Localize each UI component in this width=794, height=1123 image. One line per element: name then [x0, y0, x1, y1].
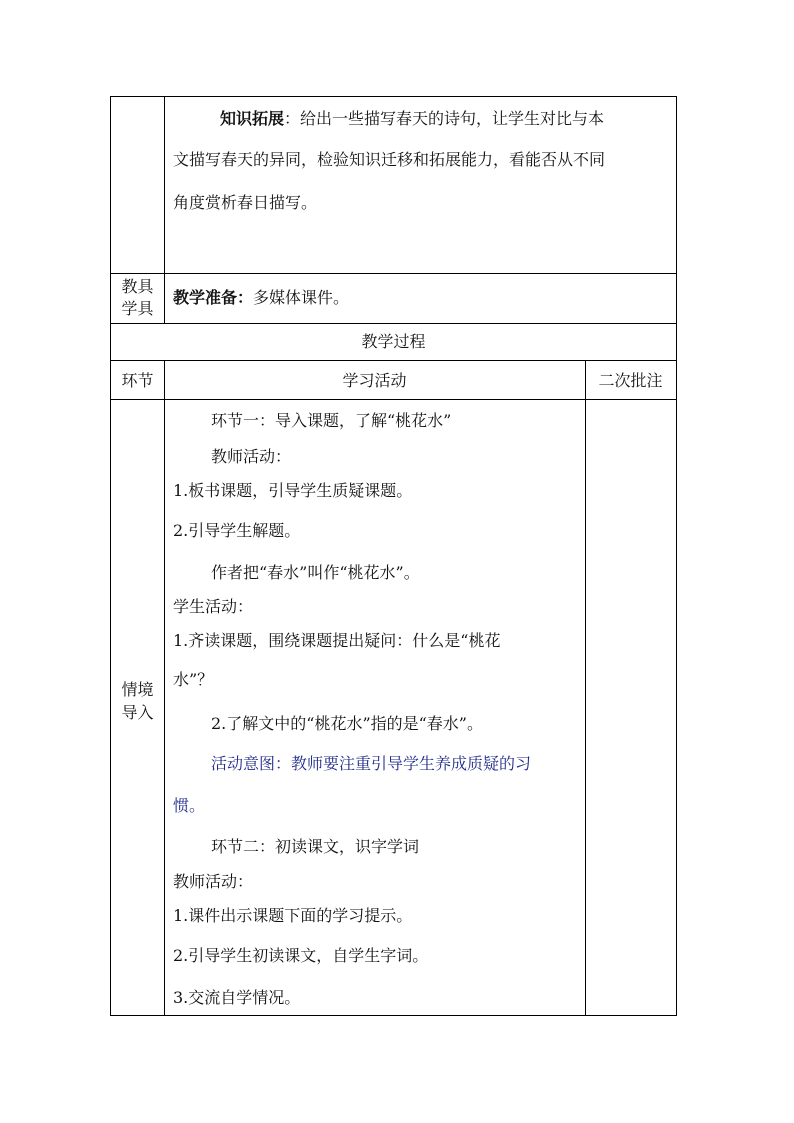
- activity-line: 1.课件出示课题下面的学习提示。: [173, 906, 413, 925]
- materials-label-line-2: 学具: [121, 299, 154, 318]
- intro-label-line-1: 情境: [121, 680, 154, 699]
- extension-line-2: 文描写春天的异同，检验知识迁移和拓展能力，看能否从不同: [173, 150, 606, 169]
- activity-intent-line: 惯。: [173, 796, 206, 815]
- activity-line: 3.交流自学情况。: [173, 988, 301, 1007]
- activity-line: 2.引导学生初读课文，自学生字词。: [173, 946, 429, 965]
- activity-line: 1.齐读课题，围绕课题提出疑问：什么是“桃花: [173, 631, 501, 650]
- section-title: 教学过程: [361, 332, 426, 351]
- extension-line-1: [220, 109, 604, 129]
- materials-content: [173, 288, 349, 308]
- row-divider: [111, 360, 676, 361]
- materials-text: 多媒体课件。: [253, 288, 350, 307]
- header-col-stage: 环节: [121, 371, 154, 390]
- activity-line: 1.板书课题，引导学生质疑课题。: [173, 481, 413, 500]
- lesson-plan-table: [110, 96, 677, 1016]
- column-divider: [164, 273, 165, 323]
- extension-line-3: 角度赏析春日描写。: [173, 193, 318, 212]
- header-col-annotation: 二次批注: [598, 371, 663, 390]
- activity-line: 作者把“春水”叫作“桃花水”。: [211, 563, 420, 582]
- column-divider: [585, 360, 586, 1016]
- activity-line: 教师活动：: [211, 447, 292, 466]
- extension-text: ：给出一些描写春天的诗句，让学生对比与本: [284, 109, 605, 128]
- header-col-activity: 学习活动: [342, 371, 407, 390]
- activity-line: 水”？: [173, 670, 214, 689]
- row-divider: [111, 323, 676, 324]
- row-divider: [111, 273, 676, 274]
- activity-intent-line: 活动意图：教师要注重引导学生养成质疑的习: [211, 754, 532, 773]
- extension-bold-label: 知识拓展: [220, 109, 285, 128]
- materials-label-line-1: 教具: [121, 277, 154, 296]
- activity-line: 2.引导学生解题。: [173, 521, 301, 540]
- activity-line: 学生活动：: [173, 597, 254, 616]
- column-divider: [164, 97, 165, 273]
- activity-line: 教师活动：: [173, 872, 254, 891]
- activity-line: 2.了解文中的“桃花水”指的是“春水”。: [211, 714, 483, 733]
- column-divider: [164, 360, 165, 1016]
- materials-bold-label: 教学准备：: [173, 288, 254, 307]
- activity-line: 环节二：初读课文，识字学词: [211, 837, 420, 856]
- activity-line: 环节一：导入课题，了解“桃花水”: [211, 411, 452, 430]
- intro-label-line-2: 导入: [121, 703, 154, 722]
- row-divider: [111, 399, 676, 400]
